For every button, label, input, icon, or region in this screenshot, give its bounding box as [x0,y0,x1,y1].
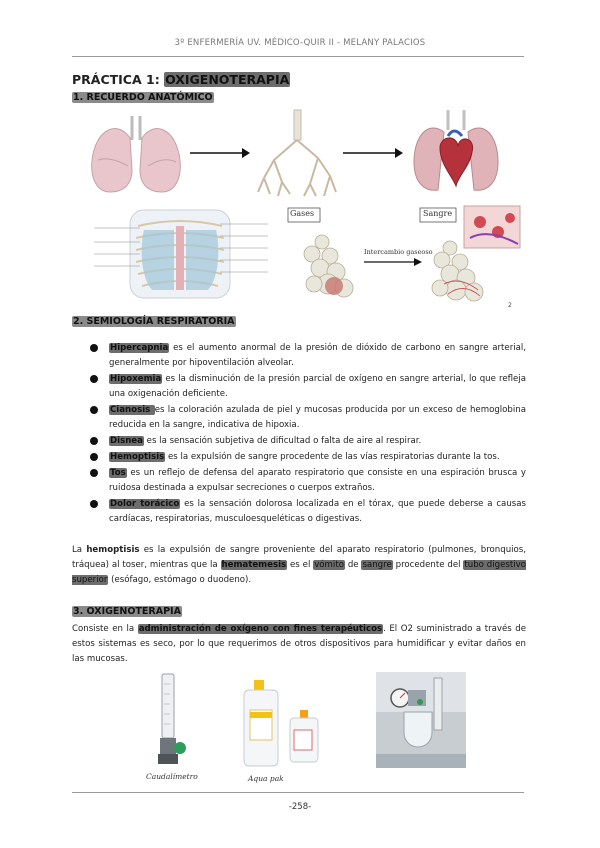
paragraph-hemoptisis [72,543,526,588]
text: Consiste en la [72,624,138,634]
highlight-term: sangre [362,560,392,570]
definition: es la sensación dolorosa localizada en el tórax, que puede deberse a causas cardíacas, respiratorias, musculoesqueléticas o digestivas. [109,499,526,524]
oxygen-humidifier-photo [376,672,466,768]
text: (esófago, estómago o duodeno). [108,575,252,585]
label-intercambio-gaseoso: Intercambio gaseoso [364,248,433,256]
aqua-pak-illustration [236,680,336,772]
list-item [106,450,526,465]
section-heading-semiologia [72,316,236,327]
text: . El O2 suministrado a través de estos sistemas es seco, por lo que requerimos de otros dispositivos para humidificar y evitar daños en las mucosas. [72,624,526,664]
bullet-icon [90,375,98,383]
figure-reference-number: 2 [508,302,512,309]
paragraph-oxigenoterapia [72,622,526,667]
bullet-icon [90,406,98,414]
title-prefix: PRÁCTICA 1: [72,72,165,87]
text: de [344,560,362,570]
section-heading-oxigenoterapia [72,606,182,617]
definition: es la disminución de la presión parcial de oxígeno en sangre arterial, lo que refleja una oxigenación deficiente. [109,374,526,399]
list-item [106,372,526,402]
semiologia-list [106,341,526,528]
definition: es la coloración azulada de piel y mucosas producida por un exceso de hemoglobina reducida en la sangre, indicativa de hipoxia. [109,405,526,430]
page-title [72,72,290,87]
label-gases: Gases [290,209,315,218]
definition: es el aumento anormal de la presión de dióxido de carbono en sangre arterial, generalmente por hipoventilación alveolar. [109,343,526,368]
bullet-icon [90,437,98,445]
highlight-term: hematemesis [221,560,287,570]
text: La [72,545,87,555]
list-item [106,466,526,496]
section-heading-semiologia-text: 2. SEMIOLOGÍA RESPIRATORIA [73,316,235,327]
text: es el [287,560,314,570]
term: Dolor torácico [110,499,180,509]
list-item [106,497,526,527]
list-item [106,341,526,371]
definition: es la expulsión de sangre procedente de las vías respiratorias durante la tos. [165,452,500,462]
footer-rule [72,792,524,793]
flowmeter-illustration [148,672,192,770]
term: Hemoptisis [110,452,165,462]
label-sangre: Sangre [423,209,453,218]
term: Disnea [110,436,143,446]
bullet-icon [90,344,98,352]
page-header: 3º ENFERMERÍA UV. MÉDICO-QUIR II - MELANY PALACIOS [174,38,426,48]
bullet-icon [90,469,98,477]
thorax-diagram [90,206,272,302]
section-heading-anatomy-text: 1. RECUERDO ANATÓMICO [73,92,213,103]
bold-term: hemoptisis [86,545,140,555]
term: Tos [110,468,126,478]
bullet-icon [90,453,98,461]
highlight-term: administración de oxígeno con fines terapéuticos [138,624,383,634]
title-highlight: OXIGENOTERAPIA [165,72,290,87]
header-rule [72,56,524,57]
text: es la expulsión de sangre proveniente del aparato respiratorio (pulmones, bronquios, tráquea) al toser, mientras que la [72,545,526,570]
section-heading-anatomy [72,92,214,103]
arrow-icon [190,147,250,159]
list-item [106,403,526,433]
section-heading-oxigenoterapia-text: 3. OXIGENOTERAPIA [73,606,181,617]
bullet-icon [90,500,98,508]
text: procedente del [392,560,464,570]
lungs-illustration [88,110,184,196]
term: Hipercapnia [110,343,169,353]
definition: es un reflejo de defensa del aparato respiratorio que consiste en una espiración brusca y ruidosa destinada a expulsar secreciones o cuerpos extraños. [109,468,526,493]
arrow-icon [343,147,403,159]
term: Hipoxemia [110,374,162,384]
highlight-term: tubo digestivo superior [72,560,526,585]
list-item [106,434,526,449]
highlight-term: vómito [314,560,344,570]
caption-aqua-pak: Aqua pak [248,774,284,783]
term: Cianosis [110,405,154,415]
page-number: -258- [288,802,312,812]
heart-lungs-illustration [410,106,502,198]
caption-caudalimetro: Caudalímetro [146,772,198,781]
definition: es la sensación subjetiva de dificultad o falta de aire al respirar. [143,436,422,446]
bronchial-tree-illustration [252,108,342,200]
